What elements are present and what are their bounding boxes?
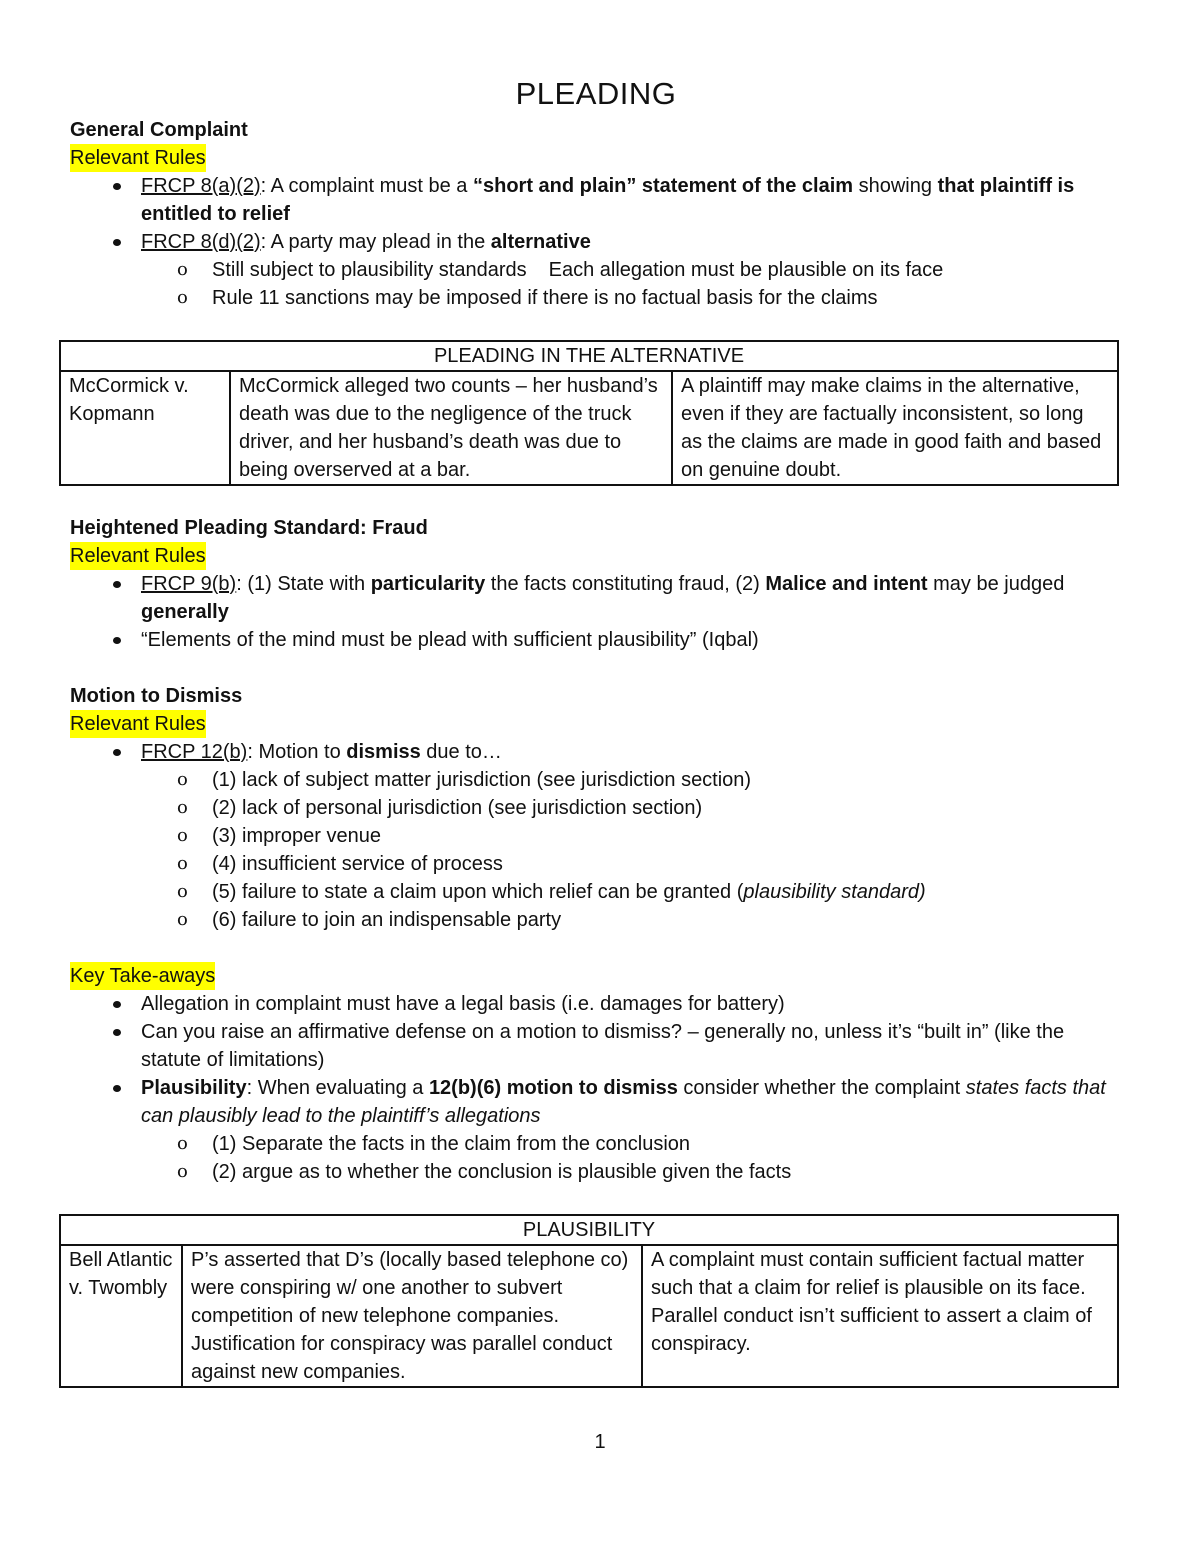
section-heading: General Complaint [70,119,248,141]
sub-list-item: o (1) Separate the facts in the claim from the conclusion [141,1130,1122,1158]
list-item: FRCP 9(b): (1) State with particularity the facts constituting fraud, (2) Malice and intent may be judged generally [70,570,1122,626]
table-row [60,1245,1118,1387]
list-item: Can you raise an affirmative defense on a motion to dismiss? – generally no, unless it’s “built in” (like the statute of limitations) [70,1018,1122,1074]
case-table-plausibility [59,1214,1119,1388]
case-facts: McCormick alleged two counts – her husband’s death was due to the negligence of the truck driver, and her husband’s death was due to being overserved at a bar. [230,371,672,485]
sub-list-item: o (3) improper venue [141,822,1122,850]
list-item: FRCP 8(d)(2): A party may plead in the alternative o Still subject to plausibility standards Each allegation must be plausible on its face o Rule 11 sanctions may be imposed if there is no factual basis for the claims [70,228,1122,312]
rule-ref: FRCP 12(b) [141,741,248,763]
list-item: “Elements of the mind must be plead with sufficient plausibility” (Iqbal) [70,626,1122,654]
document-page [70,76,1122,1388]
sub-list-item: o Rule 11 sanctions may be imposed if there is no factual basis for the claims [141,284,1122,312]
table-header: PLEADING IN THE ALTERNATIVE [60,341,1118,371]
section-key-takeaways [70,962,1122,1186]
sub-list-item: o (4) insufficient service of process [141,850,1122,878]
rule-ref: FRCP 9(b) [141,573,237,595]
list-item: FRCP 12(b): Motion to dismiss due to… o (1) lack of subject matter jurisdiction (see jurisdiction section) o (2) lack of personal jurisdiction (see jurisdiction section) o (3) improper venue o (4) insufficient service of process o (5) failure to state a claim upon which relief can be granted (plausibility standard) o (6) failure to join an indispensable party [70,738,1122,934]
sub-list-item: o (2) argue as to whether the conclusion is plausible given the facts [141,1158,1122,1186]
key-takeaways-label: Key Take-aways [70,962,215,990]
table-header: PLAUSIBILITY [60,1215,1118,1245]
section-heading: Heightened Pleading Standard: Fraud [70,517,428,539]
list-item: FRCP 8(a)(2): A complaint must be a “short and plain” statement of the claim showing that plaintiff is entitled to relief [70,172,1122,228]
case-table-alternative [59,340,1119,486]
case-name: Bell Atlantic v. Twombly [60,1245,182,1387]
case-name: McCormick v. Kopmann [60,371,230,485]
page-title: PLEADING [515,76,677,111]
sub-list-item: o (1) lack of subject matter jurisdiction (see jurisdiction section) [141,766,1122,794]
case-holding: A complaint must contain sufficient factual matter such that a claim for relief is plausible on its face. Parallel conduct isn’t sufficient to assert a claim of conspiracy. [642,1245,1118,1387]
sub-list-item: o (6) failure to join an indispensable party [141,906,1122,934]
section-fraud [70,514,1122,654]
case-facts: P’s asserted that D’s (locally based telephone co) were conspiring w/ one another to subvert competition of new telephone companies. Justification for conspiracy was parallel conduct against new companies. [182,1245,642,1387]
rule-ref: FRCP 8(d)(2) [141,231,261,253]
sub-list-item: o Still subject to plausibility standards Each allegation must be plausible on its face [141,256,1122,284]
table-row [60,371,1118,485]
section-general-complaint [70,116,1122,312]
list-item: Plausibility: When evaluating a 12(b)(6) motion to dismiss consider whether the complaint states facts that can plausibly lead to the plaintiff’s allegations o (1) Separate the facts in the claim from the conclusion o (2) argue as to whether the conclusion is plausible given the facts [70,1074,1122,1186]
rule-ref: FRCP 8(a)(2) [141,175,261,197]
case-holding: A plaintiff may make claims in the alternative, even if they are factually inconsistent, so long as the claims are made in good faith and based on genuine doubt. [672,371,1118,485]
relevant-rules-label: Relevant Rules [70,144,206,172]
page-number: 1 [594,1431,606,1453]
list-item: Allegation in complaint must have a legal basis (i.e. damages for battery) [70,990,1122,1018]
section-heading: Motion to Dismiss [70,685,243,707]
relevant-rules-label: Relevant Rules [70,542,206,570]
relevant-rules-label: Relevant Rules [70,710,206,738]
section-motion-to-dismiss [70,682,1122,934]
sub-list-item: o (2) lack of personal jurisdiction (see jurisdiction section) [141,794,1122,822]
sub-list-item: o (5) failure to state a claim upon which relief can be granted (plausibility standard) [141,878,1122,906]
